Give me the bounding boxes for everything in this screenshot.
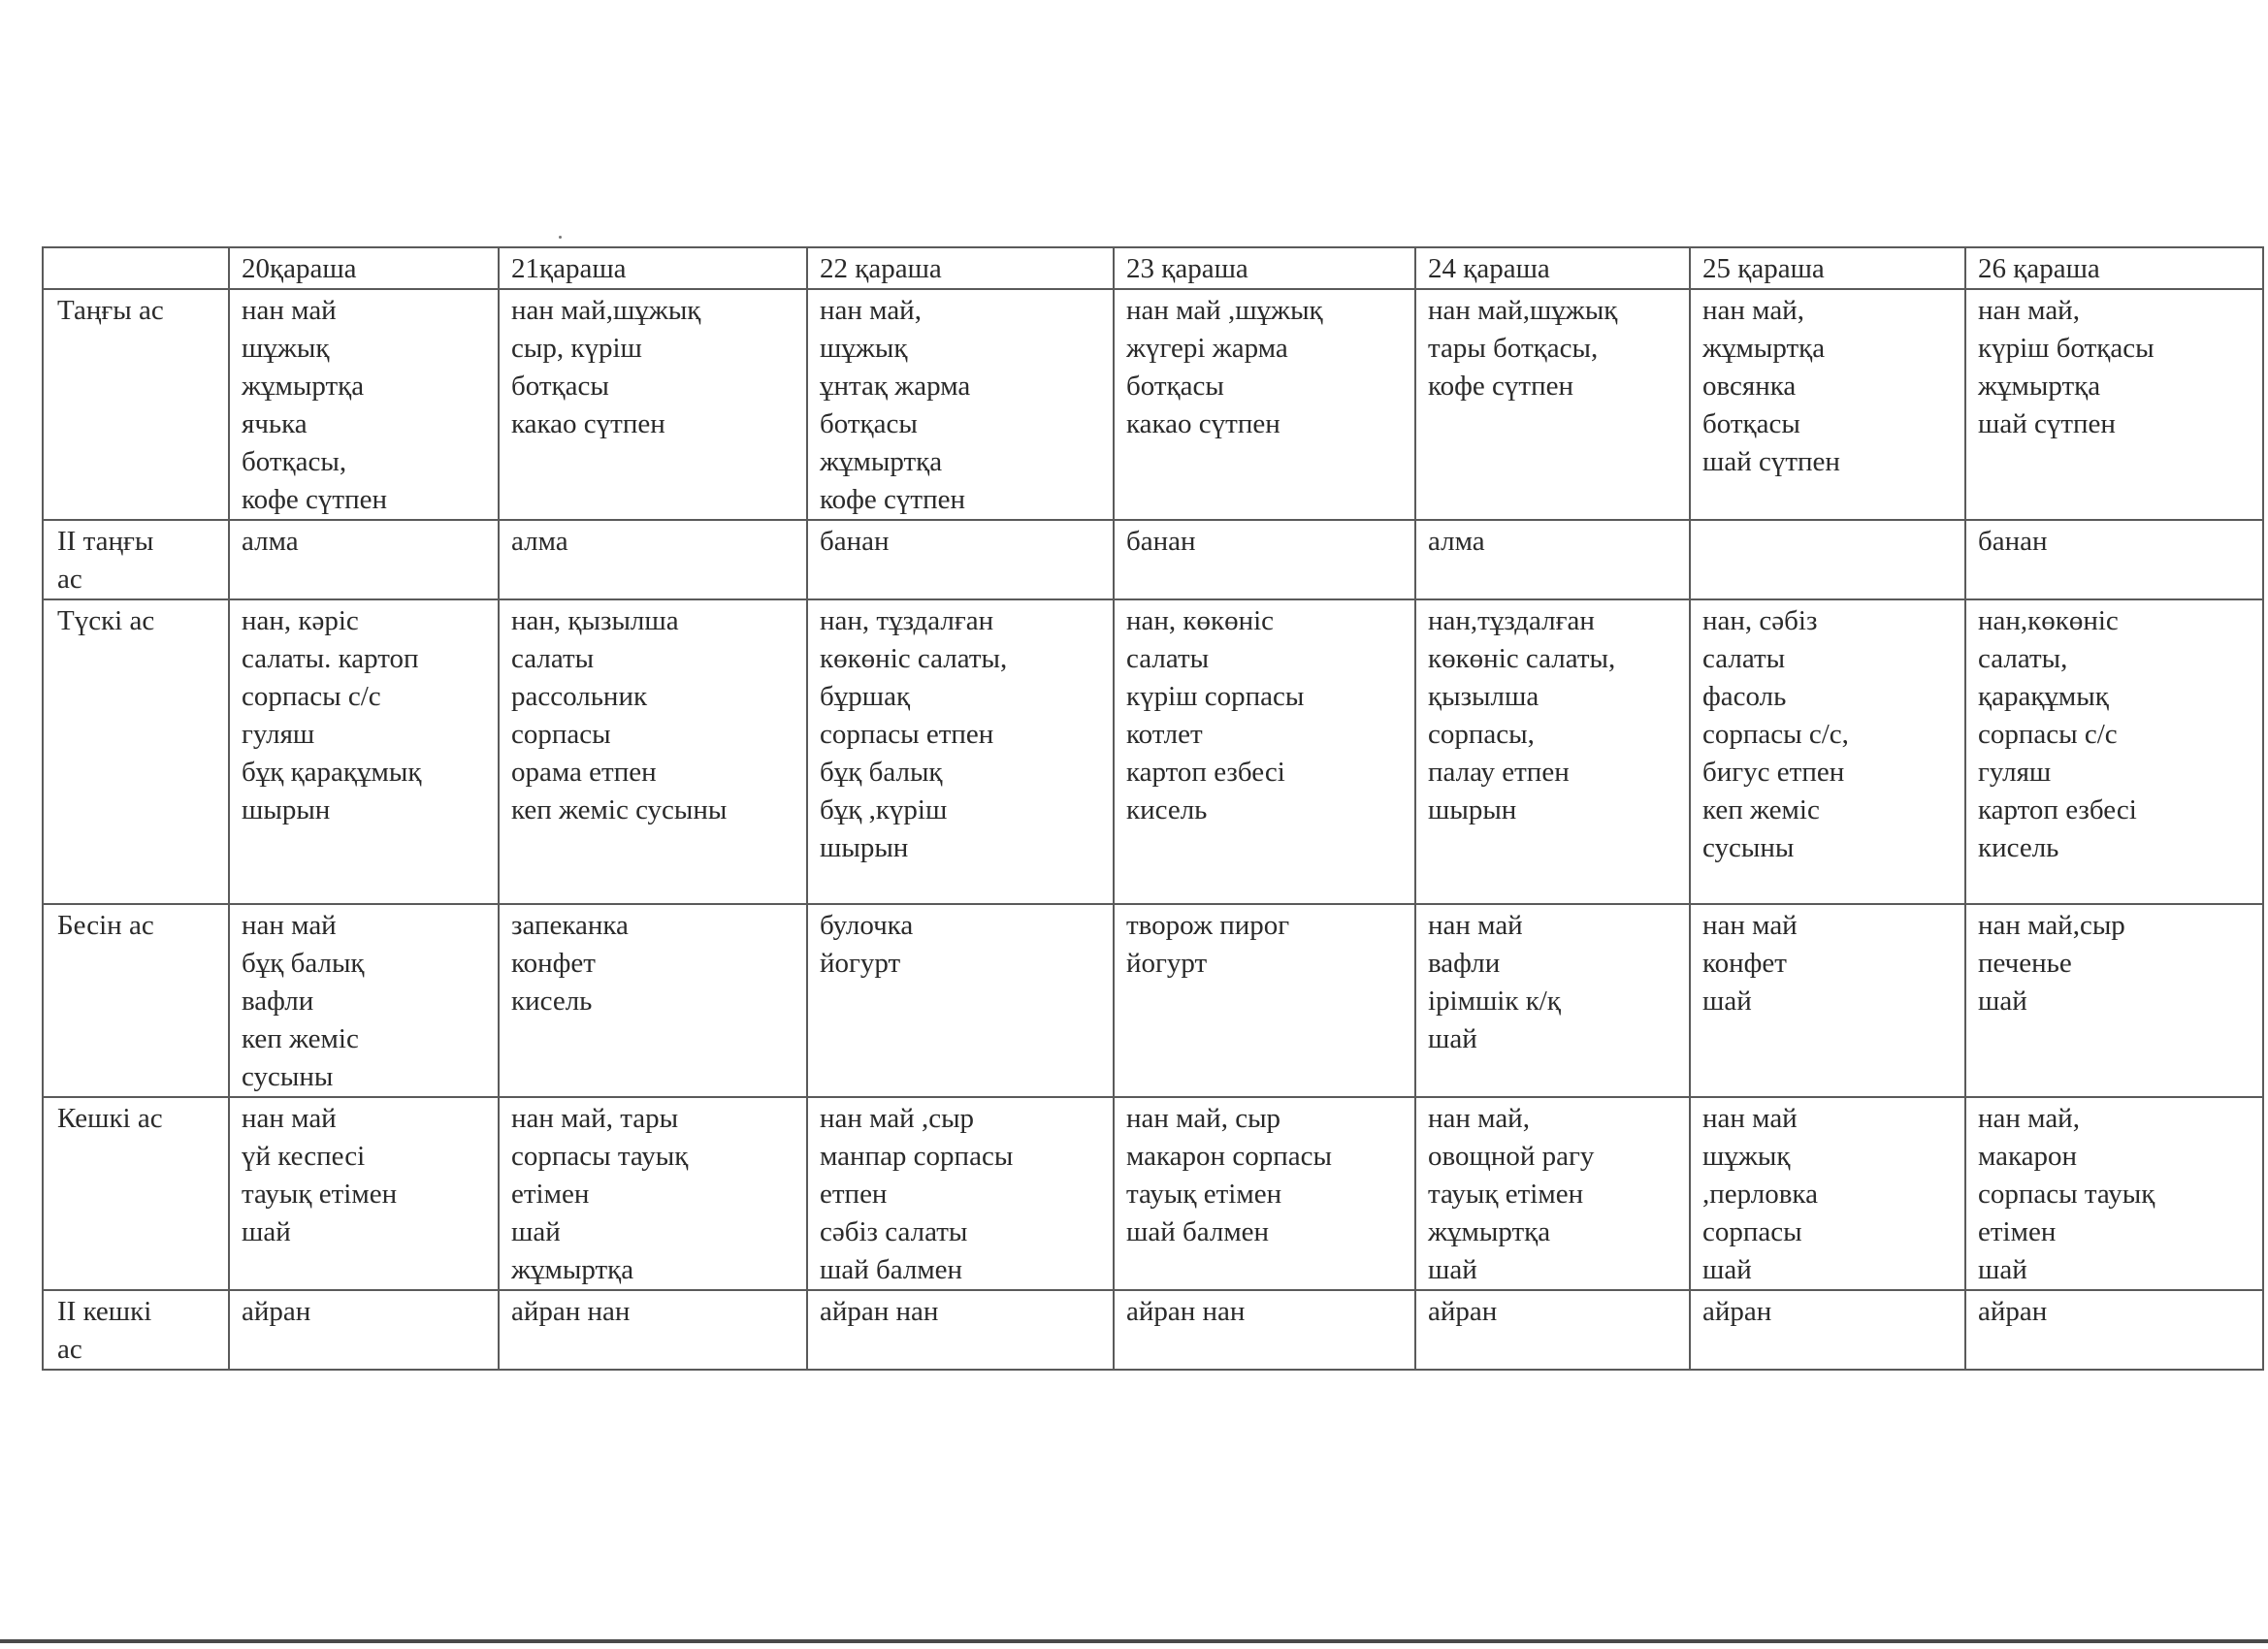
menu-cell: нан май, шұжық ұнтақ жарма ботқасы жұмыртқа кофе сүтпен	[807, 289, 1114, 520]
menu-cell: айран	[1415, 1290, 1690, 1370]
menu-cell: нан,тұздалған көкөніс салаты, қызылша сорпасы, палау етпен шырын	[1415, 599, 1690, 904]
menu-cell: нан май, күріш ботқасы жұмыртқа шай сүтпен	[1965, 289, 2263, 520]
menu-cell: нан, тұздалған көкөніс салаты, бұршақ сорпасы етпен бұқ балық бұқ ,күріш шырын	[807, 599, 1114, 904]
header-corner-cell	[43, 247, 229, 289]
menu-cell: нан, сәбіз салаты фасоль сорпасы с/с, бигус етпен кеп жеміс сусыны	[1690, 599, 1965, 904]
meal-label-cell: ІІ кешкі ас	[43, 1290, 229, 1370]
menu-cell: запеканка конфет кисель	[499, 904, 807, 1097]
menu-cell: банан	[807, 520, 1114, 599]
menu-cell: нан май, макарон сорпасы тауық етімен шай	[1965, 1097, 2263, 1290]
header-date-cell: 22 қараша	[807, 247, 1114, 289]
header-date-cell: 24 қараша	[1415, 247, 1690, 289]
menu-cell: нан май, овощной рагу тауық етімен жұмыртқа шай	[1415, 1097, 1690, 1290]
meal-row-second-breakfast	[43, 520, 2263, 599]
menu-cell: булочка йогурт	[807, 904, 1114, 1097]
menu-cell: нан май шұжық жұмыртқа ячька ботқасы, кофе сүтпен	[229, 289, 499, 520]
menu-cell: нан, кәріс салаты. картоп сорпасы с/с гуляш бұқ қарақұмық шырын	[229, 599, 499, 904]
menu-cell: нан май ,сыр манпар сорпасы етпен сәбіз салаты шай балмен	[807, 1097, 1114, 1290]
meal-label-cell: Кешкі ас	[43, 1097, 229, 1290]
meal-label-cell: ІІ таңғы ас	[43, 520, 229, 599]
scan-bottom-edge	[0, 1639, 2268, 1643]
meal-label-cell: Бесін ас	[43, 904, 229, 1097]
menu-cell: алма	[229, 520, 499, 599]
menu-cell: айран	[1965, 1290, 2263, 1370]
meal-row-dinner	[43, 1097, 2263, 1290]
weekly-menu-table	[42, 246, 2264, 1371]
menu-cell: нан май бұқ балық вафли кеп жеміс сусыны	[229, 904, 499, 1097]
menu-cell: нан май үй кеспесі тауық етімен шай	[229, 1097, 499, 1290]
header-date-cell: 21қараша	[499, 247, 807, 289]
menu-cell: айран нан	[499, 1290, 807, 1370]
menu-cell: айран	[229, 1290, 499, 1370]
header-date-cell: 26 қараша	[1965, 247, 2263, 289]
menu-cell: нан, қызылша салаты рассольник сорпасы орама етпен кеп жеміс сусыны	[499, 599, 807, 904]
menu-cell: нан май, сыр макарон сорпасы тауық етімен шай балмен	[1114, 1097, 1415, 1290]
menu-cell	[1690, 520, 1965, 599]
menu-cell: алма	[499, 520, 807, 599]
header-row	[43, 247, 2263, 289]
menu-cell: нан май вафли ірімшік к/қ шай	[1415, 904, 1690, 1097]
meal-row-second-dinner	[43, 1290, 2263, 1370]
menu-cell: банан	[1965, 520, 2263, 599]
menu-cell: нан май конфет шай	[1690, 904, 1965, 1097]
menu-cell: нан май шұжық ,перловка сорпасы шай	[1690, 1097, 1965, 1290]
menu-cell: нан май, жұмыртқа овсянка ботқасы шай сүтпен	[1690, 289, 1965, 520]
menu-cell: алма	[1415, 520, 1690, 599]
menu-cell: банан	[1114, 520, 1415, 599]
menu-cell: айран нан	[807, 1290, 1114, 1370]
menu-cell: нан май,сыр печенье шай	[1965, 904, 2263, 1097]
menu-cell: нан май ,шұжық жүгері жарма ботқасы какао сүтпен	[1114, 289, 1415, 520]
header-date-cell: 25 қараша	[1690, 247, 1965, 289]
menu-cell: айран нан	[1114, 1290, 1415, 1370]
header-date-cell: 23 қараша	[1114, 247, 1415, 289]
meal-row-breakfast	[43, 289, 2263, 520]
menu-cell: нан май, тары сорпасы тауық етімен шай жұмыртқа	[499, 1097, 807, 1290]
header-date-cell: 20қараша	[229, 247, 499, 289]
meal-row-afternoon-snack	[43, 904, 2263, 1097]
meal-label-cell: Түскі ас	[43, 599, 229, 904]
menu-cell: нан,көкөніс салаты, қарақұмық сорпасы с/с гуляш картоп езбесі кисель	[1965, 599, 2263, 904]
scan-speck	[559, 236, 562, 239]
menu-cell: нан, көкөніс салаты күріш сорпасы котлет картоп езбесі кисель	[1114, 599, 1415, 904]
meal-row-lunch	[43, 599, 2263, 904]
meal-label-cell: Таңғы ас	[43, 289, 229, 520]
menu-cell: творож пирог йогурт	[1114, 904, 1415, 1097]
menu-cell: айран	[1690, 1290, 1965, 1370]
menu-cell: нан май,шұжық сыр, күріш ботқасы какао сүтпен	[499, 289, 807, 520]
menu-cell: нан май,шұжық тары ботқасы, кофе сүтпен	[1415, 289, 1690, 520]
